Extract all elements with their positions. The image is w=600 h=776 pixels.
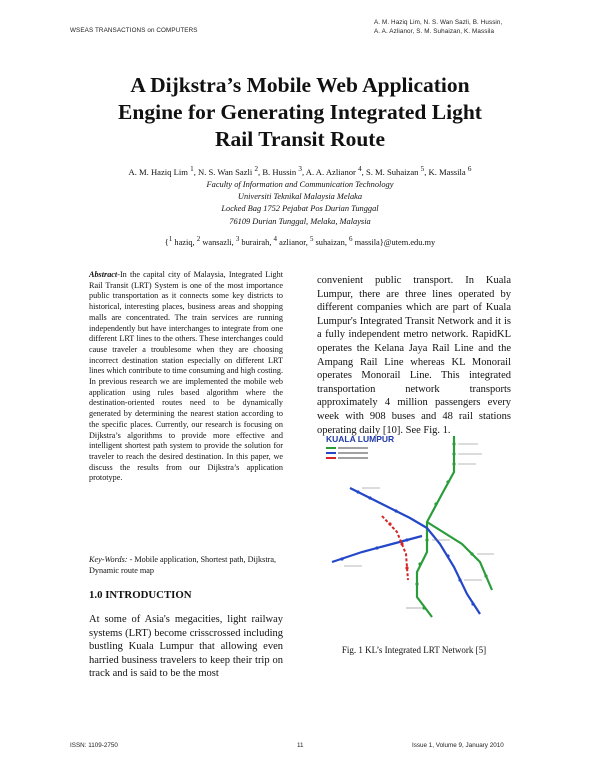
abstract bbox=[89, 270, 283, 484]
email-2-index: 2 bbox=[196, 235, 201, 243]
keywords bbox=[89, 554, 283, 576]
email-3: burairah, bbox=[241, 237, 272, 247]
footer-issn: ISSN: 1109-2750 bbox=[70, 742, 118, 749]
author-5: S. M. Suhaizan bbox=[365, 166, 419, 177]
author-4: A. A. Azlianor bbox=[305, 166, 356, 177]
red-line-route bbox=[382, 516, 408, 580]
author-2: N. S. Wan Sazli bbox=[197, 166, 253, 177]
abstract-label: Abstract- bbox=[89, 270, 120, 279]
introduction-paragraph-continued: convenient public transport. In Kuala Lumpur, there are three lines operated by different companies which are part of Kuala Lumpur's Integrated Transit Network and it is a fully independent metro network. RapidKL operates the Kelana Jaya Rail Line and the Ampang Rail Line whereas KL Monorail operates Monorail Line. This integrated transportation network transports approximately 4 million passengers every week with 908 buses and 48 rail stations operating daily [10]. See Fig. 1. bbox=[317, 275, 511, 436]
author-4-index: 4 bbox=[358, 165, 362, 173]
author-list: A. M. Haziq Lim $^1$, N. S. Wan Sazli $^2$, B. Hussin $^3$, A. A. Azlianor $^4$, S. M. Suhaizan $^5$, K. Massila $^6$ bbox=[128, 165, 472, 177]
email-5-index: 5 bbox=[309, 235, 314, 243]
author-1: A. M. Haziq Lim bbox=[128, 166, 188, 177]
footer-page-number: 11 bbox=[297, 742, 304, 749]
blue-line-stations bbox=[340, 490, 474, 605]
running-header-journal: WSEAS TRANSACTIONS on COMPUTERS bbox=[70, 27, 198, 34]
keywords-text: - Mobile application, Shortest path, Dijkstra, Dynamic route map bbox=[89, 555, 277, 575]
section-heading-introduction: 1.0 INTRODUCTION bbox=[89, 589, 192, 601]
figure-1-caption: Fig. 1 KL’s Integrated LRT Network [5] bbox=[341, 645, 487, 655]
title-line-1: A Dijkstra’s Mobile Web Application bbox=[130, 73, 470, 97]
affiliation-faculty: Faculty of Information and Communication Technology bbox=[206, 180, 394, 189]
running-header-authors-line2: A. A. Azlianor, S. M. Suhaizan, K. Massila bbox=[374, 28, 495, 35]
email-6: massila}@utem.edu.my bbox=[354, 237, 436, 247]
author-1-index: 1 bbox=[190, 165, 194, 173]
affiliation-postcode: 76109 Durian Tunggal, Melaka, Malaysia bbox=[229, 216, 371, 226]
email-1: haziq, bbox=[174, 237, 195, 247]
lrt-network-map bbox=[322, 432, 506, 622]
author-6-index: 6 bbox=[467, 165, 472, 173]
affiliation-address: Locked Bag 1752 Pejabat Pos Durian Tunggal bbox=[221, 204, 379, 214]
email-2: wansazli, bbox=[202, 237, 234, 247]
author-5-index: 5 bbox=[420, 165, 425, 173]
author-3-index: 3 bbox=[298, 165, 302, 173]
station-labels bbox=[344, 444, 494, 608]
author-emails bbox=[60, 235, 540, 247]
paper-title bbox=[60, 72, 540, 153]
map-title: KUALA LUMPUR bbox=[326, 434, 395, 444]
email-5: suhaizan, bbox=[315, 237, 347, 247]
affiliation bbox=[60, 179, 540, 228]
lrt-network-map-figure bbox=[322, 432, 506, 622]
title-line-2: Engine for Generating Integrated Light bbox=[118, 100, 482, 124]
email-1-index: 1 bbox=[168, 235, 173, 243]
keywords-label: Key-Words: bbox=[89, 555, 128, 564]
map-legend bbox=[326, 448, 368, 458]
title-line-3: Rail Transit Route bbox=[214, 127, 386, 151]
email-6-index: 6 bbox=[349, 235, 353, 243]
running-header-authors-line1: A. M. Haziq Lim, N. S. Wan Sazli, B. Hussin, bbox=[374, 19, 503, 26]
email-4-index: 4 bbox=[273, 235, 278, 243]
email-open-brace: { bbox=[164, 237, 169, 247]
author-2-index: 2 bbox=[254, 165, 259, 173]
red-line-stations bbox=[388, 522, 408, 569]
footer-issue: Issue 1, Volume 9, January 2010 bbox=[412, 742, 504, 749]
author-3: B. Hussin bbox=[262, 166, 297, 177]
email-3-index: 3 bbox=[235, 235, 240, 243]
affiliation-university: Universiti Teknikal Malaysia Melaka bbox=[237, 192, 363, 202]
introduction-paragraph: At some of Asia's megacities, light railway systems (LRT) become crisscrossed including bustling Kuala Lumpur that allowing even harried business travelers to keep their trip on track and is said to be the most bbox=[89, 614, 283, 680]
abstract-text: In the capital city of Malaysia, Integrated Light Rail Transit (LRT) System is one of the most importance public transportation as it connects some key districts to historical, interesting places, business areas and shopping malls are concentrated. The train services are running independently but have interchanges to integrate from one different LRT lines to the others. These interchanges could cause traveler a troublesome when they are choosing incorrect destination station especially on different LRT lines which contribute to time consuming and high costing. In previous research we are implemented the mobile web application using rules based algorithm where the destination-oriented routes need to be dynamically generated by determining the nearest station according to the specific places. Currently, our research is focusing on Dijkstra’s algorithms to provide more effective and intelligent shortest path system to provide the solution for traveler to reach the desired destination. In this paper, we discuss the results from our Dijkstra’s application prototype. bbox=[89, 270, 283, 483]
email-4: azlianor, bbox=[279, 237, 308, 247]
author-6: K. Massila bbox=[428, 166, 466, 177]
